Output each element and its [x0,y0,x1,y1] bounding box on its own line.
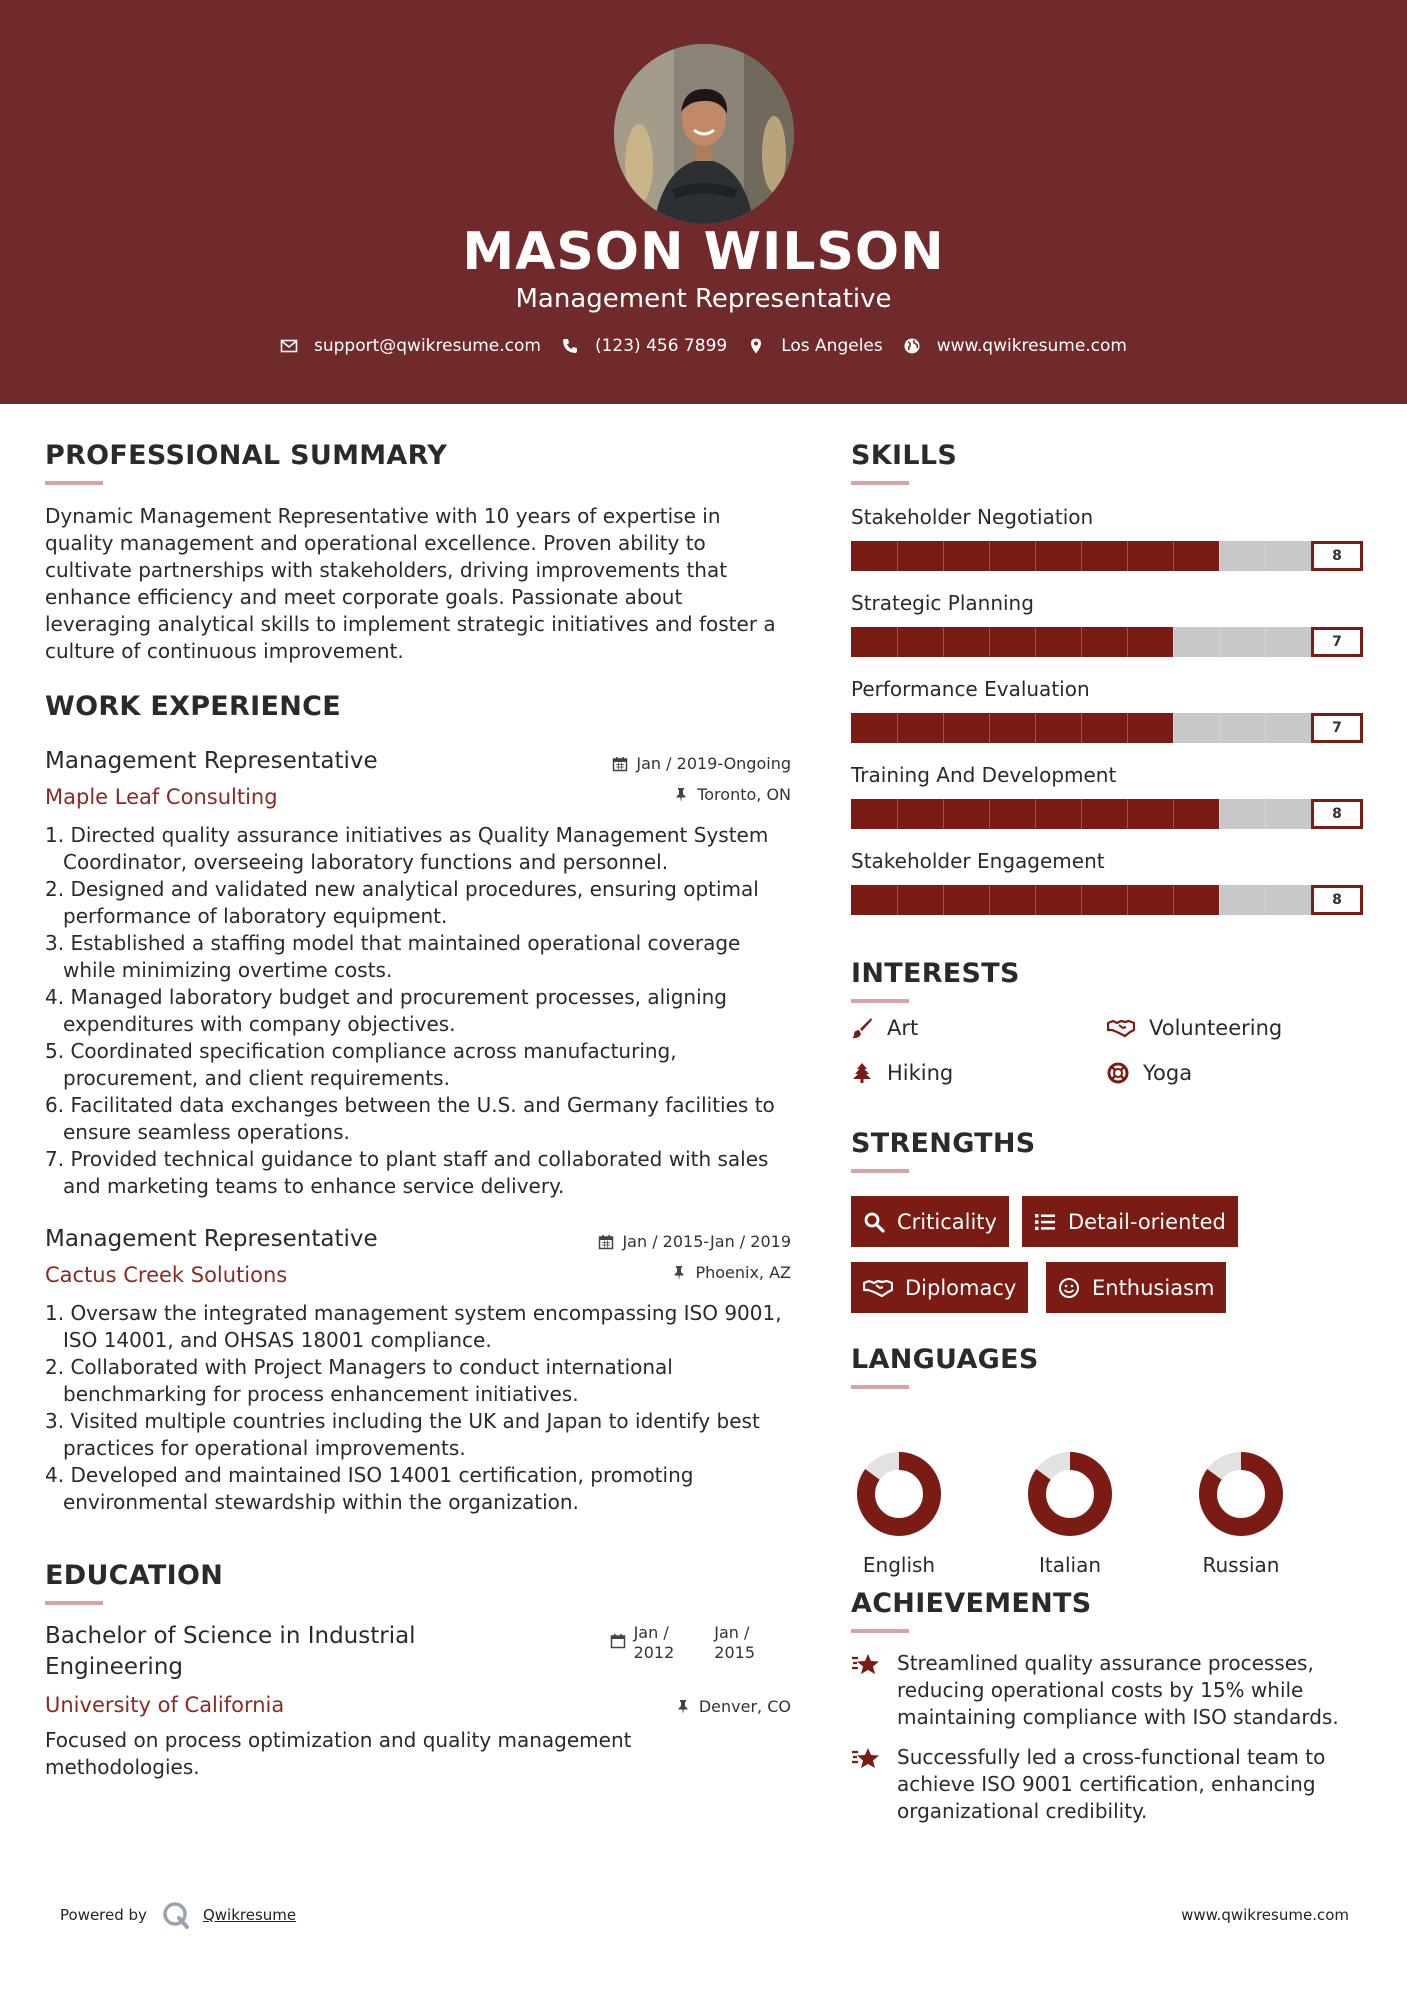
skill-segment-divider [1035,713,1036,743]
experience-section [45,691,791,1516]
education-dates [610,1623,755,1663]
contact-bar [0,336,1407,356]
list-item: 3. Established a staffing model that maintained operational coverage while minimizing overtime costs. [45,931,741,982]
skill-segment-divider [943,713,944,743]
achievement-text: Successfully led a cross-functional team to achieve ISO 9001 certification, enhancing organizational credibility. [897,1745,1326,1823]
qwikresume-link[interactable]: Qwikresume [202,1906,297,1924]
summary-text: Dynamic Management Representative with 10 years of expertise in quality management and operational excellence. Proven ability to cultivate partnerships with stakeholders, driving improvements that enhance efficiency and meet corporate goals. Passionate about leveraging analytical skills to implement strategic initiatives and foster a culture of continuous improvement. [45,504,776,663]
contact-phone[interactable] [561,336,727,356]
job-date [612,754,791,773]
skill-segment-divider [1081,799,1082,829]
skill-segment-divider [1219,713,1220,743]
languages-heading: LANGUAGES [851,1344,1039,1375]
degree-line-1: Bachelor of Science in Industrial [45,1623,416,1649]
handshake-icon [1107,1017,1135,1039]
skill-segment-divider [1219,799,1220,829]
skill-segment-divider [1081,627,1082,657]
job-title: Management Representative [45,1226,378,1252]
skill-segment-divider [1173,627,1174,657]
education-description: Focused on process optimization and quality management methodologies. [45,1728,632,1779]
paintbrush-icon [851,1017,873,1039]
skill-segment-divider [897,713,898,743]
strength-tag [851,1262,1028,1313]
language-donut [1025,1449,1115,1539]
envelope-icon [280,337,298,355]
globe-icon [903,337,921,355]
contact-website[interactable] [903,336,1127,356]
skill-level-bar [851,541,1363,571]
language-name: Italian [1038,1553,1102,1577]
skill-segment-divider [1127,799,1128,829]
skills-section [851,440,1363,935]
left-column [45,440,791,1781]
smile-icon [1058,1277,1080,1299]
skill-segment-divider [1081,885,1082,915]
calendar-icon [598,1234,614,1250]
list-item: 4. Managed laboratory budget and procurement processes, aligning expenditures with company objectives. [45,985,728,1036]
interest-yoga [1107,1061,1192,1085]
achievement-item [851,1744,1363,1825]
language-item [829,1449,969,1577]
heading-underline [851,1169,909,1173]
skill-segment-divider [1035,885,1036,915]
strength-label: Criticality [897,1209,997,1234]
strength-tag [1022,1196,1238,1247]
skill-segment-divider [897,799,898,829]
skill-level-bar [851,885,1363,915]
skills-list [851,505,1363,935]
education-heading: EDUCATION [45,1560,224,1591]
email-text: support@qwikresume.com [314,336,541,356]
skill-segment-divider [897,541,898,571]
location-text: Los Angeles [781,336,883,356]
skill-segment-divider [1265,627,1266,657]
job-entry-1 [45,748,791,1200]
list-item: 1. Oversaw the integrated management system encompassing ISO 9001, ISO 14001, and OHSAS 18001 compliance. [45,1301,782,1352]
skill-name: Training And Development [851,763,1117,787]
summary-section [45,440,791,665]
start-date [634,1623,675,1663]
interest-art [851,1016,918,1040]
language-item [1000,1449,1140,1577]
achievements-heading: ACHIEVEMENTS [851,1588,1092,1619]
skill-level-value: 8 [1311,541,1363,571]
job-location-text: Toronto, ON [697,785,791,804]
qwikresume-logo-icon [161,1900,191,1930]
summary-heading: PROFESSIONAL SUMMARY [45,440,448,471]
interest-label: Art [887,1016,919,1040]
interests-heading: INTERESTS [851,958,1020,989]
skill-level-bar [851,799,1363,829]
skill-segment-divider [1127,885,1128,915]
skill-name: Strategic Planning [851,591,1034,615]
job-bullets [45,1300,791,1516]
list-item: 7. Provided technical guidance to plant staff and collaborated with sales and marketing teams to enhance service delivery. [45,1147,769,1198]
pushpin-icon [673,787,689,803]
heading-underline [851,999,909,1003]
contact-location [747,336,883,356]
skill-segment-divider [1265,799,1266,829]
education-entry [45,1621,791,1781]
strength-tag [1046,1262,1226,1313]
phone-text: (123) 456 7899 [594,336,728,356]
job-date [598,1232,791,1251]
resume-header [0,0,1407,404]
skill-segment-divider [943,799,944,829]
lifering-icon [1107,1062,1129,1084]
skill-level-fill [851,713,1173,743]
skill-segment-divider [1127,627,1128,657]
job-date-text: Jan / 2015-Jan / 2019 [622,1232,791,1251]
education-section [45,1560,791,1781]
language-donut [854,1449,944,1539]
list-item: 5. Coordinated specification compliance across manufacturing, procurement, and client requirements. [45,1039,677,1090]
skill-segment-divider [1173,713,1174,743]
heading-underline [851,1385,909,1389]
skill-segment-divider [1081,541,1082,571]
interest-label: Yoga [1143,1061,1193,1085]
skill-segment-divider [989,713,990,743]
star-badge-icon [851,1652,881,1678]
list-item: 2. Collaborated with Project Managers to conduct international benchmarking for process enhancement initiatives. [45,1355,673,1406]
interest-label: Hiking [887,1061,954,1085]
skill-level-bar [851,713,1363,743]
achievement-item [851,1650,1363,1731]
heading-underline [851,1629,909,1633]
skill-segment-divider [1035,627,1036,657]
language-name: English [862,1553,936,1577]
strengths-heading: STRENGTHS [851,1128,1036,1159]
skill-item [851,591,1363,677]
achievements-section [851,1588,1363,1838]
strength-label: Detail-oriented [1068,1209,1226,1234]
skill-segment-divider [1173,885,1174,915]
skill-segment-divider [1127,541,1128,571]
degree-line-2: Engineering [45,1654,183,1680]
skill-name: Stakeholder Engagement [851,849,1105,873]
start-month: Jan / [633,1623,669,1642]
list-item: 1. Directed quality assurance initiatives as Quality Management System Coordinator, overseeing laboratory functions and personnel. [45,823,769,874]
heading-underline [45,481,103,485]
skill-segment-divider [897,885,898,915]
achievement-text: Streamlined quality assurance processes, reducing operational costs by 15% while maintaining compliance with ISO standards. [897,1651,1339,1729]
pushpin-icon [671,1265,687,1281]
heading-underline [45,1601,103,1605]
skill-level-value: 7 [1311,713,1363,743]
strength-label: Diplomacy [905,1275,1017,1300]
job-location [673,785,791,804]
skill-level-bar [851,627,1363,657]
skill-segment-divider [1081,713,1082,743]
job-title: Management Representative [45,748,378,774]
language-donut [1196,1449,1286,1539]
footer-powered-by [60,1900,296,1930]
skill-segment-divider [1173,541,1174,571]
skill-segment-divider [1265,885,1266,915]
list-item: 4. Developed and maintained ISO 14001 certification, promoting environmental stewardship within the organization. [45,1463,694,1514]
skill-segment-divider [1219,541,1220,571]
strength-label: Enthusiasm [1092,1275,1215,1300]
skill-level-value: 8 [1311,799,1363,829]
skill-segment-divider [1035,799,1036,829]
contact-email[interactable] [280,336,541,356]
end-month: Jan / [714,1623,750,1642]
skill-item [851,849,1363,935]
job-location [671,1263,791,1282]
education-location [675,1697,791,1716]
language-item [1171,1449,1311,1577]
interests-section [851,958,1363,1098]
skill-level-value: 8 [1311,885,1363,915]
website-text: www.qwikresume.com [936,336,1127,356]
skill-segment-divider [1265,713,1266,743]
list-icon [1034,1211,1056,1233]
job-company: Cactus Creek Solutions [45,1263,288,1287]
profile-photo [614,44,794,224]
skill-segment-divider [1127,713,1128,743]
skill-segment-divider [943,627,944,657]
list-item: 2. Designed and validated new analytical procedures, ensuring optimal performance of laboratory equipment. [45,877,759,928]
powered-by-label: Powered by [60,1906,147,1924]
footer-website[interactable]: www.qwikresume.com [1181,1906,1349,1924]
interest-volunteering [1107,1016,1282,1040]
skill-segment-divider [943,885,944,915]
skill-segment-divider [943,541,944,571]
end-date [714,1623,755,1663]
candidate-name: MASON WILSON [462,222,945,282]
phone-icon [561,337,579,355]
candidate-title: Management Representative [515,284,892,314]
skill-segment-divider [1219,627,1220,657]
map-pin-icon [747,337,765,355]
school-name: University of California [45,1693,285,1717]
skill-segment-divider [989,627,990,657]
skill-item [851,677,1363,763]
skill-segment-divider [897,627,898,657]
calendar-icon [612,756,628,772]
strength-tag [851,1196,1009,1247]
job-company: Maple Leaf Consulting [45,785,278,809]
job-date-text: Jan / 2019-Ongoing [636,754,791,773]
language-name: Russian [1202,1553,1280,1577]
skill-item [851,763,1363,849]
languages-section [851,1344,1363,1577]
tree-icon [851,1062,873,1084]
job-location-text: Phoenix, AZ [695,1263,791,1282]
job-entry-2 [45,1226,791,1516]
skill-level-fill [851,627,1173,657]
skill-name: Stakeholder Negotiation [851,505,1094,529]
search-icon [863,1211,885,1233]
skill-segment-divider [1173,799,1174,829]
skill-segment-divider [989,885,990,915]
interest-label: Volunteering [1149,1016,1283,1040]
skill-item [851,505,1363,591]
skill-segment-divider [1035,541,1036,571]
pushpin-icon [675,1699,691,1715]
skill-level-value: 7 [1311,627,1363,657]
start-year: 2012 [633,1643,675,1662]
end-year: 2015 [714,1643,755,1662]
list-item: 6. Facilitated data exchanges between the U.S. and Germany facilities to ensure seamless operations. [45,1093,775,1144]
skills-heading: SKILLS [851,440,958,471]
experience-heading: WORK EXPERIENCE [45,691,341,722]
list-item: 3. Visited multiple countries including the UK and Japan to identify best practices for operational improvements. [45,1409,760,1460]
skill-segment-divider [989,541,990,571]
skill-name: Performance Evaluation [851,677,1090,701]
star-badge-icon [851,1746,881,1772]
education-location-text: Denver, CO [698,1697,791,1716]
interest-hiking [851,1061,953,1085]
skill-segment-divider [1219,885,1220,915]
calendar-icon [610,1633,626,1649]
heading-underline [851,481,909,485]
handshake-icon [863,1277,893,1299]
job-bullets [45,822,791,1200]
right-column [851,440,1363,1823]
strengths-section [851,1128,1363,1338]
skill-segment-divider [989,799,990,829]
skill-segment-divider [1265,541,1266,571]
